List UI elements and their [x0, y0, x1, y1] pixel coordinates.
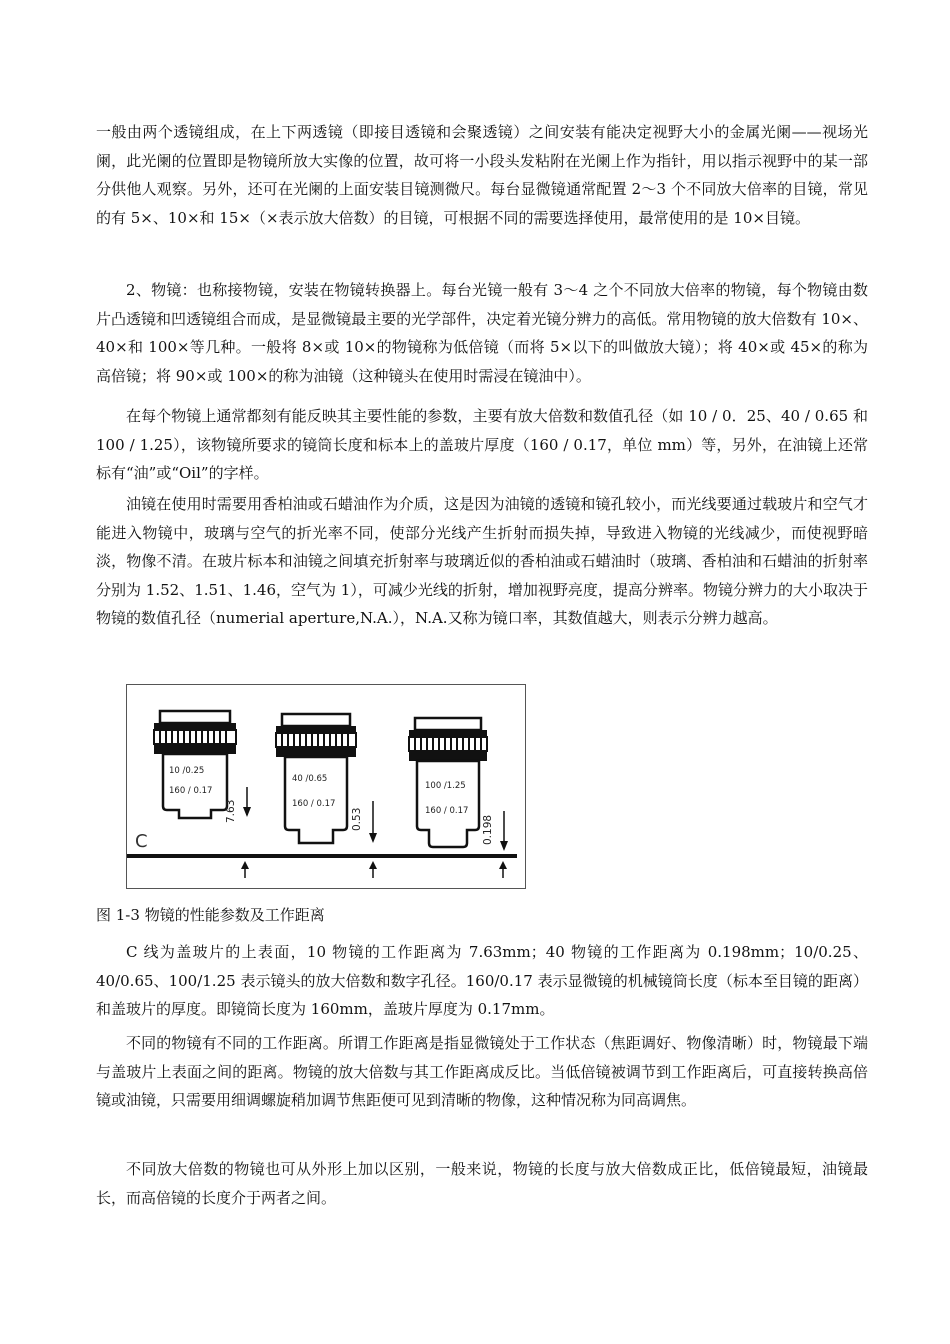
objective-40x: [276, 714, 377, 878]
objective-40x-distance: 0.53: [351, 807, 363, 831]
coverslip-line: [127, 854, 517, 858]
objective-figure: [126, 684, 526, 889]
objective-diagram: [127, 685, 525, 888]
objective-100x-spec2: 160 / 0.17: [425, 806, 469, 816]
paragraph-eyepiece-continued: 一般由两个透镜组成，在上下两透镜（即接目透镜和会聚透镜）之间安装有能决定视野大小的金属光阑——视场光阑，此光阑的位置即是物镜所放大实像的位置，故可将一小段头发粘附在光阑上作为指针，用以指示视野中的某一部分供他人观察。另外，还可在光阑的上面安装目镜测微尺。每台显微镜通常配置 2～3 个不同放大倍率的目镜，常见的有 5×、10×和 15×（×表示放大倍数）的目镜，可根据不同的需要选择使用，最常使用的是 10×目镜。: [96, 123, 868, 227]
objective-10x: [154, 711, 251, 878]
paragraph-oil-immersion: 油镜在使用时需要用香柏油或石蜡油作为介质，这是因为油镜的透镜和镜孔较小，而光线要通过载玻片和空气才能进入物镜中，玻璃与空气的折光率不同，使部分光线产生折射而损失掉，导致进入物镜的光线减少，而使视野暗淡，物像不清。在玻片标本和油镜之间填充折射率与玻璃近似的香柏油或石蜡油时（玻璃、香柏油和石蜡油的折射率分别为 1.52、1.51、1.46，空气为 1），可减少光线的折射，增加视野亮度，提高分辨率。物镜分辨力的大小取决于物镜的数值孔径（numerial aperture,N.A.），N.A.又称为镜口率，其数值越大，则表示分辨力越高。: [96, 495, 868, 628]
paragraph-working-distance: 不同的物镜有不同的工作距离。所谓工作距离是指显微镜处于工作状态（焦距调好、物像清晰）时，物镜最下端与盖玻片上表面之间的距离。物镜的放大倍数与其工作距离成反比。当低倍镜被调节到工作距离后，可直接转换高倍镜或油镜，只需要用细调螺旋稍加调节焦距便可见到清晰的物像，这种情况称为同高调焦。: [96, 1034, 868, 1110]
objective-100x-spec1: 100 /1.25: [425, 781, 466, 791]
objective-40x-spec2: 160 / 0.17: [292, 799, 336, 809]
objective-10x-spec2: 160 / 0.17: [169, 786, 213, 796]
objective-40x-spec1: 40 /0.65: [292, 774, 328, 784]
paragraph-objective-parameters: 在每个物镜上通常都刻有能反映其主要性能的参数，主要有放大倍数和数值孔径（如 10 / 0．25、40 / 0.65 和 100 / 1.25），该物镜所要求的镜筒长度和标本上的盖玻片厚度（160 / 0.17，单位 mm）等，另外，在油镜上还常标有“油”或“Oil”的字样。: [96, 407, 868, 483]
coverslip-line-label: C: [135, 831, 148, 852]
paragraph-figure-explanation: C 线为盖玻片的上表面，10 物镜的工作距离为 7.63mm；40 物镜的工作距离为 0.198mm；10/0.25、40/0.65、100/1.25 表示镜头的放大倍数和数字孔径。160/0.17 表示显微镜的机械镜筒长度（标本至目镜的距离）和盖玻片的厚度。即镜筒长度为 160mm，盖玻片厚度为 0.17mm。: [96, 943, 868, 1019]
paragraph-objective-intro: 2、物镜：也称接物镜，安装在物镜转换器上。每台光镜一般有 3～4 之个不同放大倍率的物镜，每个物镜由数片凸透镜和凹透镜组合而成，是显微镜最主要的光学部件，决定着光镜分辨力的高低。常用物镜的放大倍数有 10×、40×和 100×等几种。一般将 8×或 10×的物镜称为低倍镜（而将 5×以下的叫做放大镜）；将 40×或 45×的称为高倍镜；将 90×或 100×的称为油镜（这种镜头在使用时需浸在镜油中）。: [96, 281, 868, 385]
objective-10x-distance: 7.63: [225, 799, 237, 823]
figure-caption: 图 1-3 物镜的性能参数及工作距离: [96, 906, 325, 924]
objective-10x-spec1: 10 /0.25: [169, 766, 205, 776]
objective-100x-distance: 0.198: [482, 814, 494, 845]
paragraph-objective-shape: 不同放大倍数的物镜也可从外形上加以区别，一般来说，物镜的长度与放大倍数成正比，低倍镜最短，油镜最长，而高倍镜的长度介于两者之间。: [96, 1160, 868, 1207]
